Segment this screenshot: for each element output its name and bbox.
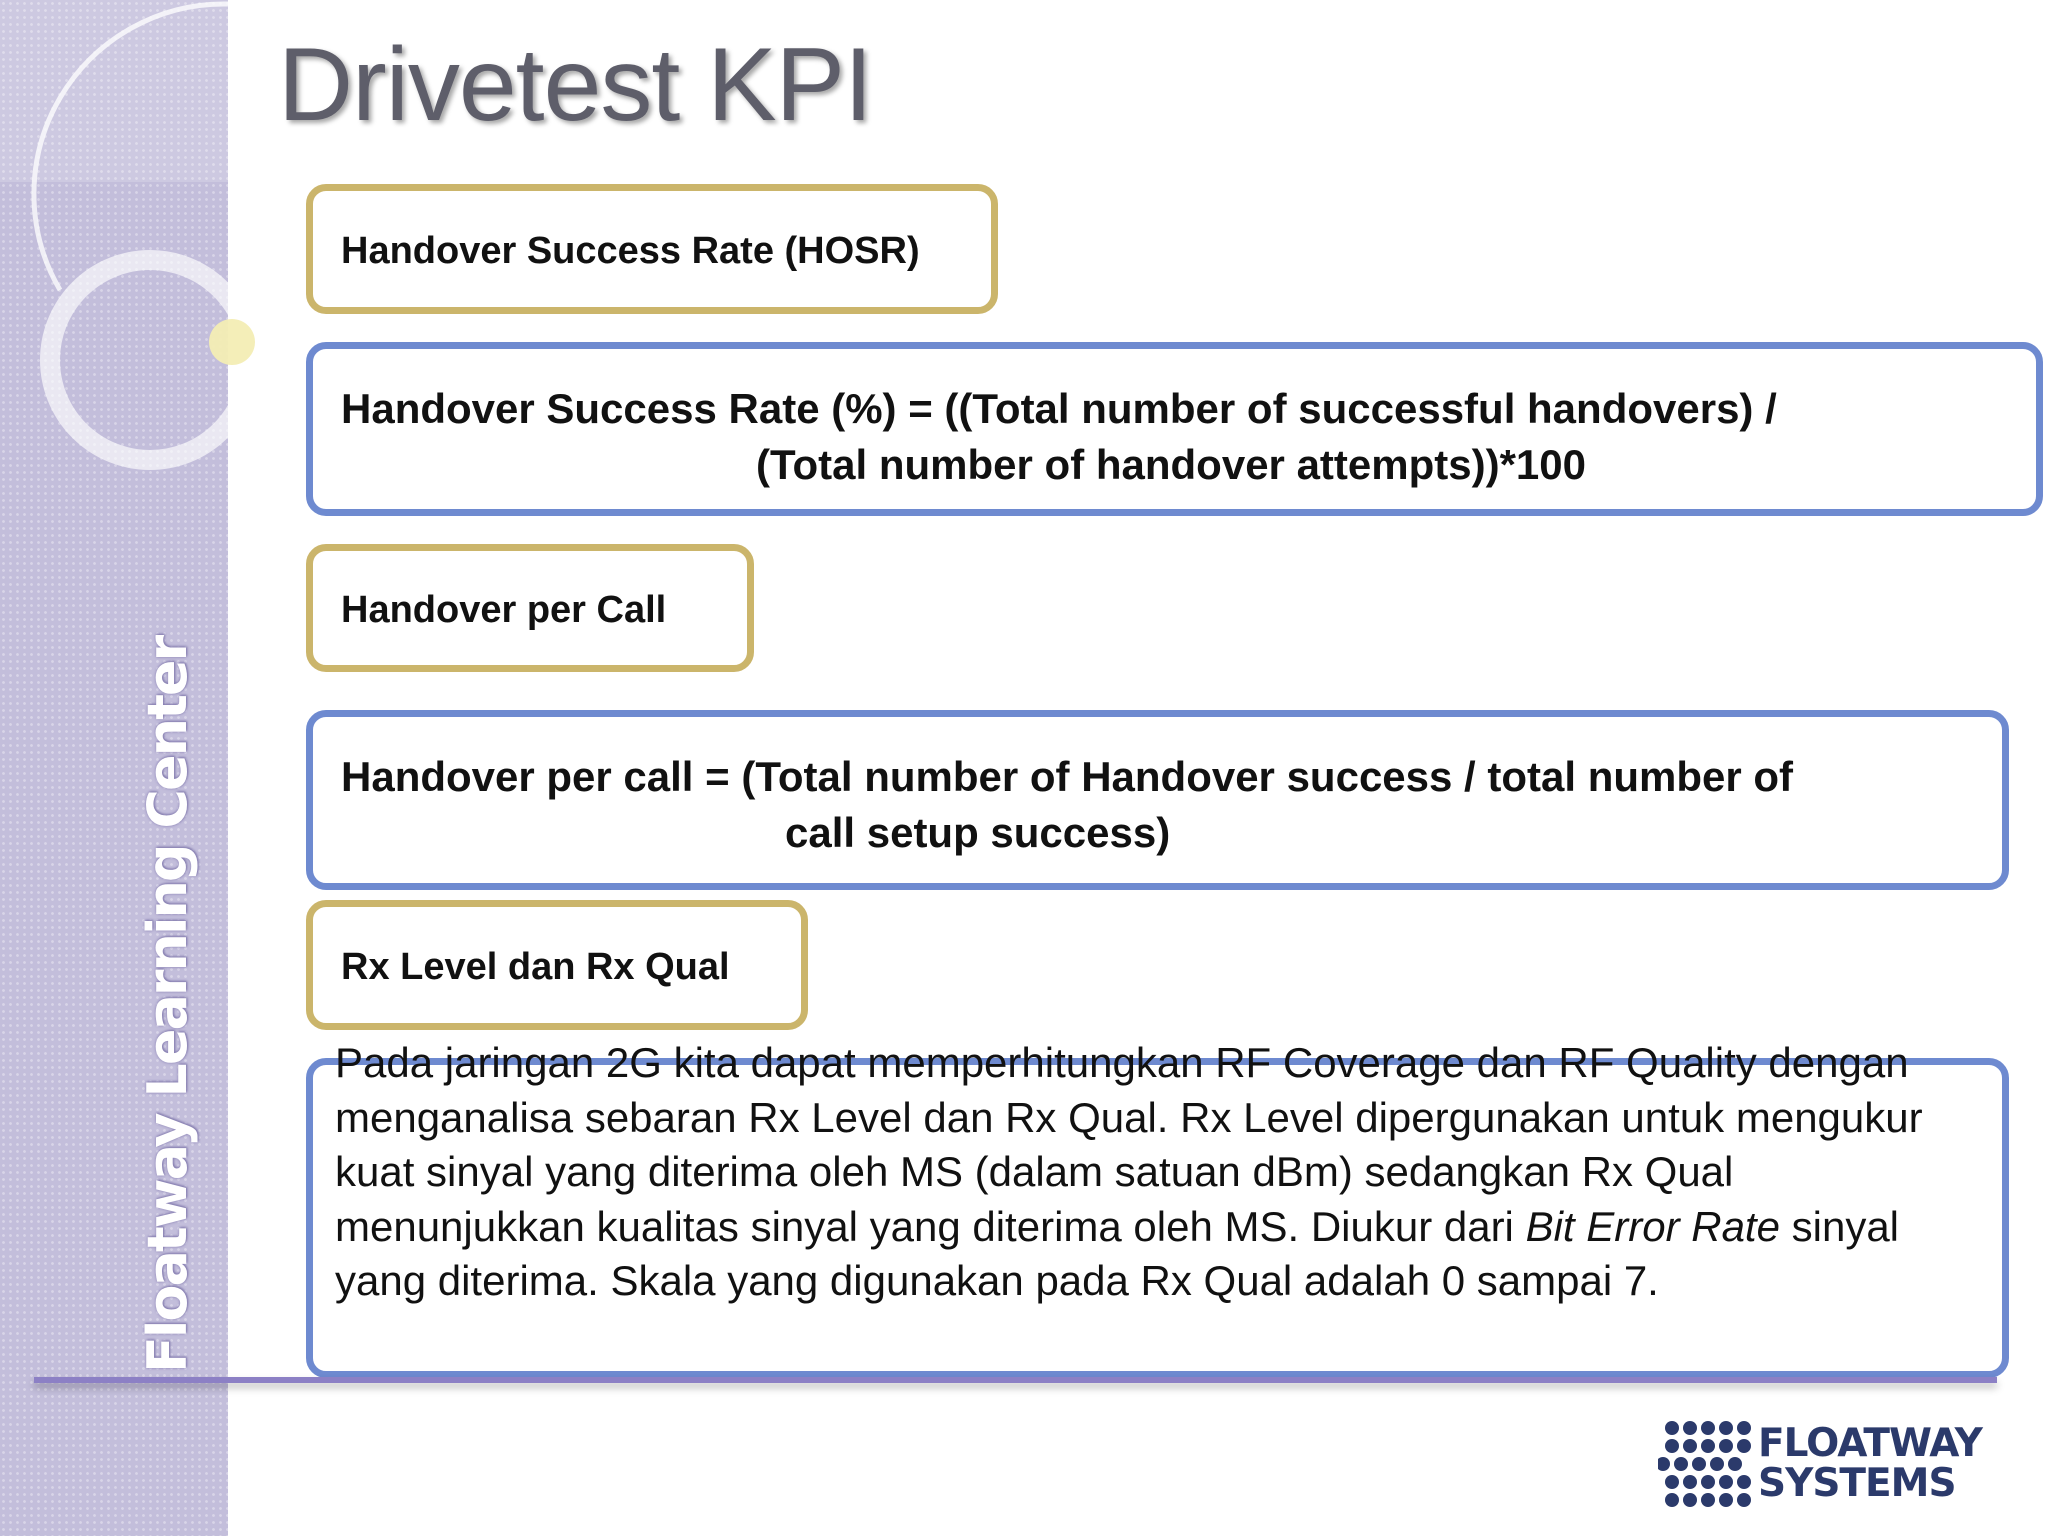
slide-title: Drivetest KPI [278, 27, 872, 143]
rx-description-italic: Bit Error Rate [1525, 1202, 1780, 1250]
rx-heading: Rx Level dan Rx Qual [341, 946, 730, 988]
sidebar-brand-text: Floatway Learning Center [136, 636, 199, 1373]
rx-description-part2: sinyal yang diterima. Skala yang digunakan pada Rx Qual adalah 0 sampai 7. [335, 1202, 1900, 1304]
hpc-heading: Handover per Call [341, 589, 667, 631]
logo-line2: SYSTEMS [1758, 1461, 1956, 1506]
hpc-formula-line1: Handover per call = (Total number of Handover success / total number of [341, 753, 1794, 800]
hpc-heading-box [306, 544, 754, 672]
hpc-formula-box [306, 710, 2009, 890]
rx-heading-box [306, 900, 808, 1030]
rx-description-text [335, 1036, 1975, 1309]
footer-divider [34, 1377, 1997, 1383]
logo-dot-grid-icon [1658, 1416, 1754, 1512]
hosr-formula-line1: Handover Success Rate (%) = ((Total number of successful handovers) / [341, 385, 1777, 432]
hosr-heading: Handover Success Rate (HOSR) [341, 230, 920, 272]
hosr-formula-line2: (Total number of handover attempts))*100 [756, 441, 1586, 488]
logo-line1: FLOATWAY [1758, 1421, 1982, 1466]
hosr-formula-box [306, 342, 2043, 516]
hosr-heading-box [306, 184, 998, 314]
logo-wordmark [1758, 1421, 1982, 1506]
floatway-logo [1658, 1416, 1988, 1516]
rx-description-part1: Pada jaringan 2G kita dapat memperhitungkan RF Coverage dan RF Quality dengan menganalisa sebaran Rx Level dan Rx Qual. Rx Level dipergunakan untuk mengukur kuat sinyal yang diterima oleh MS (dalam satuan dBm) sedangkan Rx Qual menunjukkan kualitas sinyal yang diterima oleh MS. Diukur dari [335, 1039, 1923, 1250]
decorative-circles [0, 0, 300, 520]
hpc-formula-line2: call setup success) [785, 809, 1171, 856]
